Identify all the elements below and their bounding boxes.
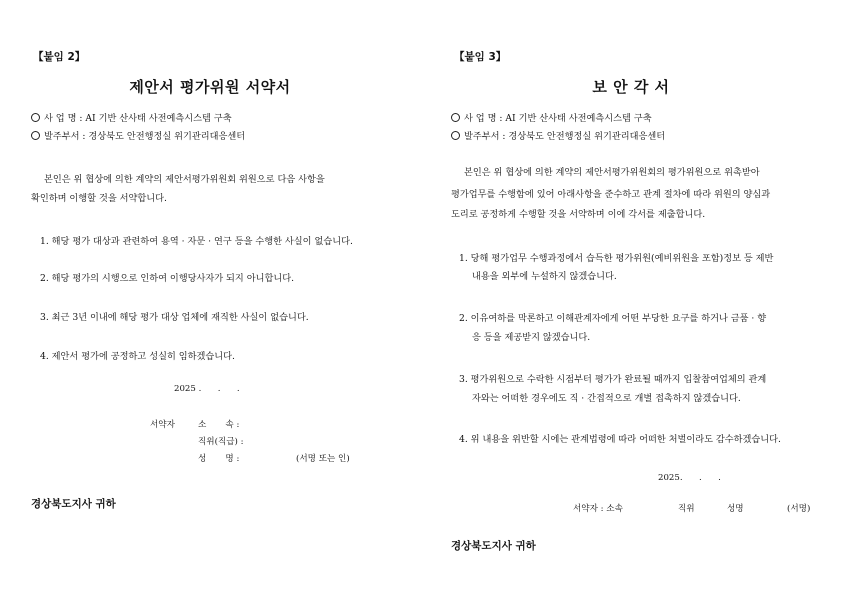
position-field: 직위(직급) : <box>198 437 244 447</box>
circle-bullet-icon <box>31 113 40 122</box>
project-name-line: 사 업 명 : AI 기반 산사태 사전예측시스템 구축 <box>451 110 652 124</box>
attachment-tag: 【붙임 3】 <box>454 51 507 63</box>
pledge-item-2: 2. 해당 평가의 시행으로 인하여 이행당사자가 되지 아니합니다. <box>40 273 295 284</box>
pledge-item-3-cont: 자와는 어떠한 경우에도 직 · 간접적으로 개별 접촉하지 않겠습니다. <box>472 393 741 404</box>
sign-note: (서명 또는 인) <box>296 454 350 464</box>
intro-line-2: 평가업무를 수행함에 있어 아래사항을 준수하고 관계 절차에 따라 위원의 양심과 <box>451 189 771 200</box>
circle-bullet-icon <box>451 113 460 122</box>
signer-label: 서약자 <box>150 420 175 430</box>
pledge-item-1: 1. 해당 평가 대상과 관련하여 용역 · 자문 · 연구 등을 수행한 사실이 없습니다. <box>40 236 353 247</box>
circle-bullet-icon <box>31 131 40 140</box>
signer-label: 서약자 : 소속 <box>573 504 623 514</box>
sign-note: (서명) <box>787 504 811 514</box>
pledge-item-1-cont: 내용을 외부에 누설하지 않겠습니다. <box>472 271 617 282</box>
date-line: 2025 . . . <box>174 384 240 394</box>
pledge-item-3: 3. 최근 3년 이내에 해당 평가 대상 업체에 재직한 사실이 없습니다. <box>40 312 309 323</box>
pledge-item-4: 4. 위 내용을 위반할 시에는 관계법령에 따라 어떠한 처벌이라도 감수하겠습니다. <box>459 434 781 445</box>
pledge-item-3: 3. 평가위원으로 수락한 시점부터 평가가 완료될 때까지 입찰참여업체의 관계 <box>459 374 767 385</box>
page-title: 보 안 각 서 <box>592 78 670 96</box>
project-name-line: 사 업 명 : AI 기반 산사태 사전예측시스템 구축 <box>31 110 232 124</box>
intro-line-3: 도리로 공정하게 수행할 것을 서약하며 이에 각서를 제출합니다. <box>451 209 706 220</box>
affiliation-field: 소 속 : <box>198 420 240 430</box>
date-line: 2025. . . <box>658 473 721 483</box>
recipient: 경상북도지사 귀하 <box>31 498 116 510</box>
intro-line-2: 확인하며 이행할 것을 서약합니다. <box>31 193 167 204</box>
recipient: 경상북도지사 귀하 <box>451 540 536 552</box>
intro-line-1: 본인은 위 협상에 의한 계약의 제안서평가위원회의 평가위원으로 위촉받아 <box>464 167 760 178</box>
circle-bullet-icon <box>451 131 460 140</box>
attachment-tag: 【붙임 2】 <box>33 51 86 63</box>
security-pledge-page-right <box>421 0 841 595</box>
position-field: 직위 <box>678 504 695 514</box>
intro-line-1: 본인은 위 협상에 의한 계약의 제안서평가위원회 위원으로 다음 사항을 <box>44 174 325 185</box>
pledge-page-left <box>0 0 420 595</box>
department-line: 발주부서 : 경상북도 안전행정실 위기관리대응센터 <box>31 128 245 142</box>
page-title: 제안서 평가위원 서약서 <box>129 78 291 96</box>
pledge-item-2-cont: 응 등을 제공받지 않겠습니다. <box>472 332 591 343</box>
pledge-item-4: 4. 제안서 평가에 공정하고 성실히 임하겠습니다. <box>40 351 235 362</box>
pledge-item-2: 2. 이유여하를 막론하고 이해관계자에게 어떤 부당한 요구를 하거나 금품 · 향 <box>459 313 767 324</box>
pledge-item-1: 1. 당해 평가업무 수행과정에서 습득한 평가위원(예비위원을 포함)정보 등 제반 <box>459 253 774 264</box>
name-field: 성명 <box>727 504 744 514</box>
name-field: 성 명 : <box>198 454 240 464</box>
department-line: 발주부서 : 경상북도 안전행정실 위기관리대응센터 <box>451 128 665 142</box>
